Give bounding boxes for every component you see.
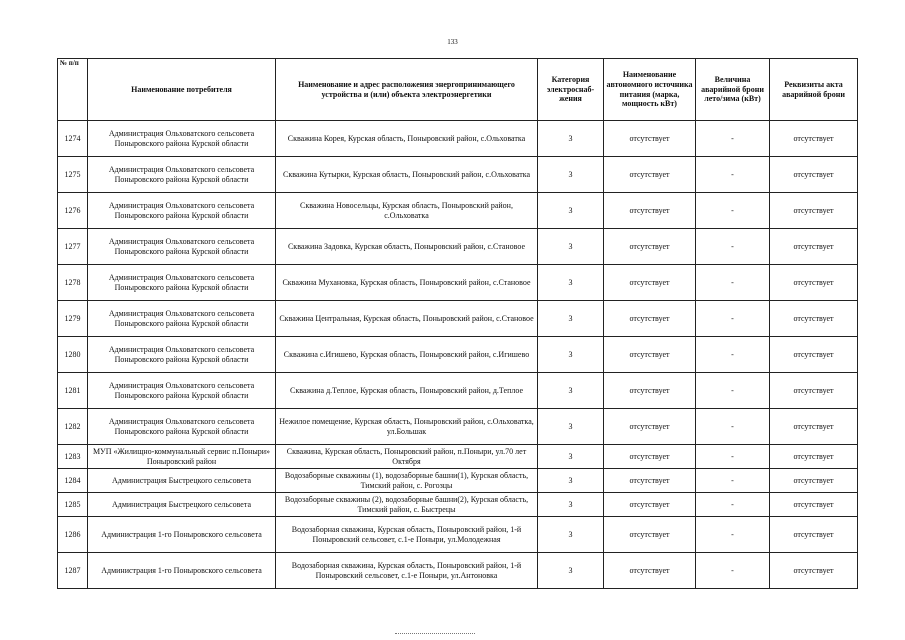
cell-consumer: Администрация Ольховатского сельсовета Поныровского района Курской области — [88, 337, 276, 373]
cell-source: отсутствует — [604, 337, 696, 373]
table-row — [58, 265, 858, 301]
cell-object: Скважина Новосельцы, Курская область, Поныровский район, с.Ольховатка — [276, 193, 538, 229]
scan-artifact-line — [395, 633, 475, 636]
cell-consumer: Администрация Ольховатского сельсовета Поныровского района Курской области — [88, 229, 276, 265]
cell-num: 1280 — [58, 337, 88, 373]
table-header-row — [58, 59, 858, 121]
header-act: Реквизиты акта аварийной брони — [770, 59, 858, 121]
cell-num: 1284 — [58, 469, 88, 493]
cell-source: отсутствует — [604, 517, 696, 553]
cell-reserve: - — [696, 517, 770, 553]
cell-num: 1277 — [58, 229, 88, 265]
table-row — [58, 373, 858, 409]
cell-category: 3 — [538, 301, 604, 337]
cell-num: 1278 — [58, 265, 88, 301]
cell-reserve: - — [696, 493, 770, 517]
cell-act: отсутствует — [770, 409, 858, 445]
header-consumer: Наименование потребителя — [88, 59, 276, 121]
cell-reserve: - — [696, 157, 770, 193]
table-row — [58, 493, 858, 517]
cell-num: 1287 — [58, 553, 88, 589]
cell-reserve: - — [696, 265, 770, 301]
table-row — [58, 517, 858, 553]
cell-num: 1281 — [58, 373, 88, 409]
cell-act: отсутствует — [770, 193, 858, 229]
header-object: Наименование и адрес расположения энергопринимающего устройства и (или) объекта электроэнергетики — [276, 59, 538, 121]
cell-act: отсутствует — [770, 157, 858, 193]
cell-category: 3 — [538, 193, 604, 229]
cell-num: 1275 — [58, 157, 88, 193]
cell-category: 3 — [538, 229, 604, 265]
cell-act: отсутствует — [770, 301, 858, 337]
cell-source: отсутствует — [604, 445, 696, 469]
cell-category: 3 — [538, 373, 604, 409]
cell-act: отсутствует — [770, 517, 858, 553]
cell-reserve: - — [696, 337, 770, 373]
table-row — [58, 469, 858, 493]
header-reserve: Величина аварийной брони лето/зима (кВт) — [696, 59, 770, 121]
cell-category: 3 — [538, 469, 604, 493]
cell-consumer: Администрация 1-го Поныровского сельсовета — [88, 517, 276, 553]
table-row — [58, 553, 858, 589]
cell-reserve: - — [696, 469, 770, 493]
cell-object: Скважина, Курская область, Поныровский район, п.Поныри, ул.70 лет Октября — [276, 445, 538, 469]
header-source: Наименование автономного источника питания (марка, мощность кВт) — [604, 59, 696, 121]
cell-reserve: - — [696, 553, 770, 589]
cell-consumer: МУП «Жилищно-коммунальный сервис п.Поныри» Поныровский район — [88, 445, 276, 469]
table-row — [58, 121, 858, 157]
cell-reserve: - — [696, 193, 770, 229]
table-row — [58, 337, 858, 373]
cell-object: Скважина Задовка, Курская область, Поныровский район, с.Становое — [276, 229, 538, 265]
cell-object: Нежилое помещение, Курская область, Поныровский район, с.Ольховатка, ул.Большак — [276, 409, 538, 445]
cell-source: отсутствует — [604, 265, 696, 301]
cell-act: отсутствует — [770, 121, 858, 157]
cell-act: отсутствует — [770, 373, 858, 409]
cell-reserve: - — [696, 229, 770, 265]
cell-category: 3 — [538, 517, 604, 553]
cell-source: отсутствует — [604, 373, 696, 409]
cell-source: отсутствует — [604, 229, 696, 265]
cell-object: Скважина Центральная, Курская область, Поныровский район, с.Становое — [276, 301, 538, 337]
cell-act: отсутствует — [770, 445, 858, 469]
cell-num: 1279 — [58, 301, 88, 337]
cell-object: Скважина Корея, Курская область, Поныровский район, с.Ольховатка — [276, 121, 538, 157]
cell-act: отсутствует — [770, 469, 858, 493]
cell-source: отсутствует — [604, 157, 696, 193]
table-row — [58, 193, 858, 229]
cell-category: 3 — [538, 409, 604, 445]
cell-num: 1276 — [58, 193, 88, 229]
table-row — [58, 445, 858, 469]
cell-consumer: Администрация 1-го Поныровского сельсовета — [88, 553, 276, 589]
cell-source: отсутствует — [604, 409, 696, 445]
cell-reserve: - — [696, 409, 770, 445]
cell-object: Скважина Мухановка, Курская область, Поныровский район, с.Становое — [276, 265, 538, 301]
cell-act: отсутствует — [770, 493, 858, 517]
cell-object: Скважина д.Теплое, Курская область, Поныровский район, д.Теплое — [276, 373, 538, 409]
reserve-registry-table — [57, 58, 858, 589]
table-row — [58, 157, 858, 193]
header-category: Категория электроснаб-жения — [538, 59, 604, 121]
cell-act: отсутствует — [770, 553, 858, 589]
cell-consumer: Администрация Ольховатского сельсовета Поныровского района Курской области — [88, 373, 276, 409]
cell-act: отсутствует — [770, 229, 858, 265]
cell-object: Водозаборная скважина, Курская область, Поныровский район, 1-й Поныровский сельсовет, с.1-е Поныри, ул.Антоновка — [276, 553, 538, 589]
cell-object: Скважина с.Игишево, Курская область, Поныровский район, с.Игишево — [276, 337, 538, 373]
header-num: № п/п — [58, 59, 88, 121]
page-number: 133 — [447, 38, 458, 46]
cell-category: 3 — [538, 445, 604, 469]
cell-consumer: Администрация Ольховатского сельсовета Поныровского района Курской области — [88, 193, 276, 229]
cell-num: 1286 — [58, 517, 88, 553]
table-row — [58, 301, 858, 337]
cell-consumer: Администрация Ольховатского сельсовета Поныровского района Курской области — [88, 409, 276, 445]
cell-reserve: - — [696, 121, 770, 157]
cell-consumer: Администрация Ольховатского сельсовета Поныровского района Курской области — [88, 265, 276, 301]
cell-consumer: Администрация Ольховатского сельсовета Поныровского района Курской области — [88, 157, 276, 193]
cell-reserve: - — [696, 373, 770, 409]
cell-act: отсутствует — [770, 265, 858, 301]
cell-category: 3 — [538, 337, 604, 373]
cell-category: 3 — [538, 265, 604, 301]
cell-consumer: Администрация Ольховатского сельсовета Поныровского района Курской области — [88, 301, 276, 337]
cell-object: Водозаборная скважина, Курская область, Поныровский район, 1-й Поныровский сельсовет, с.1-е Поныри, ул.Молодежная — [276, 517, 538, 553]
cell-num: 1285 — [58, 493, 88, 517]
cell-object: Водозаборные скважины (2), водозаборные башни(2), Курская область, Тимский район, с. Быстрецы — [276, 493, 538, 517]
cell-source: отсутствует — [604, 121, 696, 157]
cell-category: 3 — [538, 553, 604, 589]
cell-source: отсутствует — [604, 193, 696, 229]
cell-source: отсутствует — [604, 493, 696, 517]
cell-category: 3 — [538, 493, 604, 517]
cell-source: отсутствует — [604, 301, 696, 337]
cell-num: 1274 — [58, 121, 88, 157]
cell-reserve: - — [696, 301, 770, 337]
cell-num: 1283 — [58, 445, 88, 469]
cell-consumer: Администрация Быстрецкого сельсовета — [88, 493, 276, 517]
table-row — [58, 229, 858, 265]
cell-source: отсутствует — [604, 553, 696, 589]
cell-reserve: - — [696, 445, 770, 469]
cell-consumer: Администрация Быстрецкого сельсовета — [88, 469, 276, 493]
cell-category: 3 — [538, 157, 604, 193]
cell-consumer: Администрация Ольховатского сельсовета Поныровского района Курской области — [88, 121, 276, 157]
cell-object: Водозаборные скважины (1), водозаборные башни(1), Курская область, Тимский район, с. Рогозцы — [276, 469, 538, 493]
cell-act: отсутствует — [770, 337, 858, 373]
table-row — [58, 409, 858, 445]
cell-category: 3 — [538, 121, 604, 157]
cell-num: 1282 — [58, 409, 88, 445]
cell-source: отсутствует — [604, 469, 696, 493]
cell-object: Скважина Кутырки, Курская область, Поныровский район, с.Ольховатка — [276, 157, 538, 193]
